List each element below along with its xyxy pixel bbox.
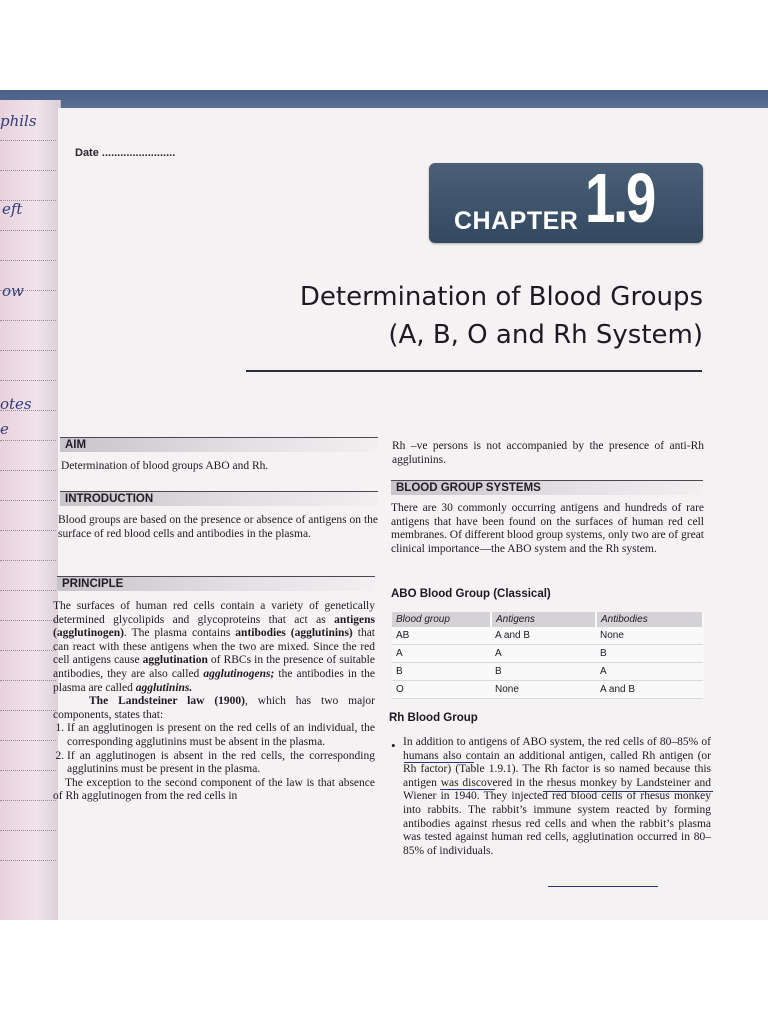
text-run: The surfaces of human red cells contain a variety of genetically determined glycolipids and glycoproteins that act as [53,600,375,626]
term-agglutinogens: agglutinogens; [203,667,275,680]
continuation-text: Rh –ve persons is not accompanied by the presence of anti-Rh agglutinins. [392,440,704,466]
table-cell: A [491,645,596,663]
abo-table [392,612,704,699]
blood-group-systems-text: There are 30 commonly occurring antigens and hundreds of rare antigens that have been found on the surfaces of human red cell membranes. Of different blood group systems, only two are of great clinical importance—the ABO system and the Rh system. [391,502,704,555]
blood-group-systems-heading: BLOOD GROUP SYSTEMS [391,480,703,495]
table-header-row [392,612,703,627]
table-row [392,663,703,681]
landsteiner-list [53,722,375,776]
table-cell: A and B [491,627,596,645]
term-antibodies: antibodies (agglutinins) [235,627,353,640]
table-cell: A and B [596,681,703,699]
chapter-word: CHAPTER [454,207,579,235]
table-cell: None [596,627,703,645]
table-cell: O [392,681,491,699]
date-field: Date ........................ [75,147,176,159]
introduction-heading: INTRODUCTION [60,491,378,506]
table-header: Antigens [491,612,596,627]
text-run: , which has two major components, states that: [53,695,375,721]
term-agglutination: agglutination [142,654,208,667]
term-antigens: antigens (agglutinogen) [53,613,375,640]
principle-text [53,600,375,804]
table-row [392,627,703,645]
table-cell: B [596,645,703,663]
introduction-text: Blood groups are based on the presence or absence of antigens on the surface of red blood cells and antibodies in the plasma. [58,514,378,540]
margin-note: e [0,420,9,438]
text-run: . The plasma contains [123,627,236,640]
table-cell: B [392,663,491,681]
title-line-1: Determination of Blood Groups [299,282,703,312]
pen-underline [404,762,474,763]
table-cell: B [491,663,596,681]
table-cell: A [392,645,491,663]
pen-underline [440,789,495,790]
table-header: Blood group [392,612,491,627]
exception-paragraph: The exception to the second component of the law is that absence of Rh agglutinogen from the red cells in [53,776,375,803]
margin-note: ow [2,282,24,300]
abo-heading: ABO Blood Group (Classical) [391,588,551,600]
principle-heading: PRINCIPLE [57,576,375,591]
previous-page-edge [0,100,61,920]
chapter-badge [429,159,703,243]
margin-note: phils [0,112,37,130]
table-cell: None [491,681,596,699]
list-item: 1. If an agglutinogen is present on the red cells of an individual, the corresponding agglutinins must be absent in the plasma. [67,722,375,749]
bullet-icon: • [391,738,396,753]
pen-underline [548,886,658,887]
table-row [392,681,703,699]
title-line-2: (A, B, O and Rh System) [388,320,703,350]
margin-note: eft [2,200,23,218]
text-run: the antibodies in the plasma are called [53,667,375,694]
table-cell: A [596,663,703,681]
page-title [203,278,703,354]
title-divider [246,370,702,372]
rh-heading: Rh Blood Group [389,712,478,724]
table-header: Antibodies [596,612,703,627]
list-item: 2. If an agglutinogen is absent in the red cells, the corresponding agglutinins must be present in the plasma. [67,750,375,777]
aim-heading: AIM [60,437,378,452]
principle-paragraph [53,600,375,695]
term-agglutinins: agglutinins. [135,681,193,694]
chapter-number: 1.9 [585,159,654,237]
aim-text: Determination of blood groups ABO and Rh. [61,460,269,472]
landsteiner-paragraph [53,695,375,722]
rh-bullet-text: In addition to antigens of ABO system, the red cells of 80–85% of humans also contain an additional antigen, called Rh antigen (or Rh factor) (Table 1.9.1). The Rh factor is so named because this antigen was discovered in the rhesus monkey by Landsteiner and Wiener in 1940. They injected red blood cells of rhesus monkey into rabbits. The rabbit’s immune system reacted by forming antibodies against rhesus red cells and when the rabbit’s plasma was tested against human red cells, agglutination occurred in 80–85% of individuals. [403,736,711,857]
table-cell: AB [392,627,491,645]
text-run: that can react with these antigens when the two are mixed. Since the red cell antigens cause [53,627,375,667]
text-run: of RBCs in the presence of suitable antibodies, they are also called [53,654,375,680]
term-landsteiner-law: The Landsteiner law (1900) [89,695,245,708]
table-row [392,645,703,663]
margin-note: otes [0,395,32,413]
pen-underline [543,791,713,792]
